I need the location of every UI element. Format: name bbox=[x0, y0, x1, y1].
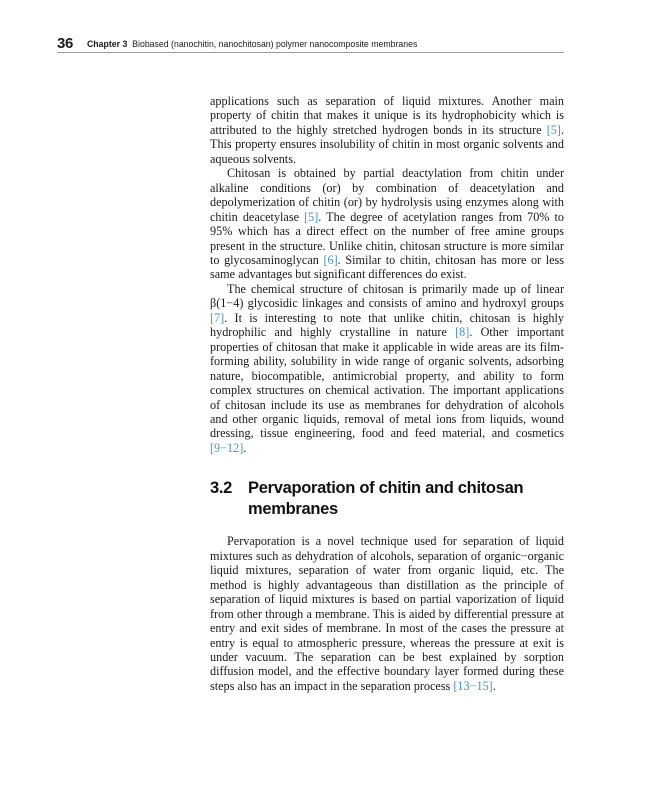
text-run: . The degree of acetylation ranges from 70% to 95% which has a direct effect on the number of free amine groups present in the structure. Unlike chitin, chitosan structure is more similar to glycosaminoglycan bbox=[210, 209, 565, 267]
body-text-column bbox=[210, 94, 564, 693]
paragraph bbox=[210, 282, 564, 455]
text-run: . bbox=[243, 440, 247, 455]
running-head bbox=[57, 35, 564, 53]
citation-link[interactable]: [5] bbox=[304, 209, 319, 224]
text-run: . Other important properties of chitosan that make it applicable in wide areas are its film-forming ability, solubility in wide range of organic solvents, adsorbing nature, biocompatible, antimicrobial property, and ability to form complex structures on chemical activation. The important applications of chitosan include its use as membranes for dehydration of alcohols and other organic liquids, removal of metal ions from liquids, wound dressing, tissue engineering, food and feed material, and cosmetics bbox=[210, 325, 565, 441]
section-heading bbox=[210, 478, 564, 520]
citation-link[interactable]: [8] bbox=[455, 325, 470, 340]
citation-link[interactable]: [13−15] bbox=[453, 678, 493, 693]
section-number: 3.2 bbox=[210, 479, 233, 498]
text-run: . Similar to chitin, chitosan has more or less same advantages but significant differences do exist. bbox=[210, 252, 564, 282]
text-run: . It is interesting to note that unlike chitin, chitosan is highly hydrophilic and highly crystalline in nature bbox=[210, 310, 564, 340]
text-run: . This property ensures insolubility of chitin in most organic solvents and aqueous solvents. bbox=[210, 122, 564, 166]
citation-link[interactable]: [6] bbox=[323, 252, 338, 267]
citation-link[interactable]: [9−12] bbox=[210, 440, 244, 455]
text-run: Chitosan is obtained by partial deactylation from chitin under alkaline conditions (or) by combination of deacetylation and depolymerization of chitin (or) by hydrolysis using enzymes along with chitin deacetylase bbox=[210, 166, 564, 224]
text-run: applications such as separation of liquid mixtures. Another main property of chitin that makes it unique is its hydrophobicity which is attributed to the highly stretched hydrogen bonds in its structure bbox=[210, 94, 564, 137]
page-number: 36 bbox=[57, 35, 74, 52]
chapter-title: Biobased (nanochitin, nanochitosan) polymer nanocomposite membranes bbox=[132, 39, 418, 50]
text-run: The chemical structure of chitosan is primarily made up of linear β(1−4) glycosidic linkages and consists of amino and hydroxyl groups bbox=[210, 281, 564, 311]
paragraph bbox=[210, 166, 564, 282]
paragraph-continued bbox=[210, 94, 564, 166]
paragraph bbox=[210, 534, 564, 693]
chapter-running-title bbox=[87, 39, 417, 50]
section-title: Pervaporation of chitin and chitosan membranes bbox=[248, 479, 524, 519]
text-run: Pervaporation is a novel technique used for separation of liquid mixtures such as dehydration of alcohols, separation of organic−organic liquid mixtures, separation of water from organic liquid, etc. The method is highly advantageous than distillation as the principle of separation of liquid mixtures is based on partial vaporization of liquid from other through a membrane. This is aided by differential pressure at entry and exit sides of membrane. In most of the cases the pressure at entry is equal to atmospheric pressure, whereas the pressure at exit is under vacuum. The separation can be best explained by sorption diffusion model, and the effective boundary layer formed during these steps also has an impact in the separation process bbox=[210, 534, 564, 693]
chapter-label: Chapter 3 bbox=[87, 39, 128, 50]
text-run: . bbox=[492, 678, 496, 693]
citation-link[interactable]: [7] bbox=[210, 310, 225, 325]
citation-link[interactable]: [5] bbox=[546, 122, 561, 137]
